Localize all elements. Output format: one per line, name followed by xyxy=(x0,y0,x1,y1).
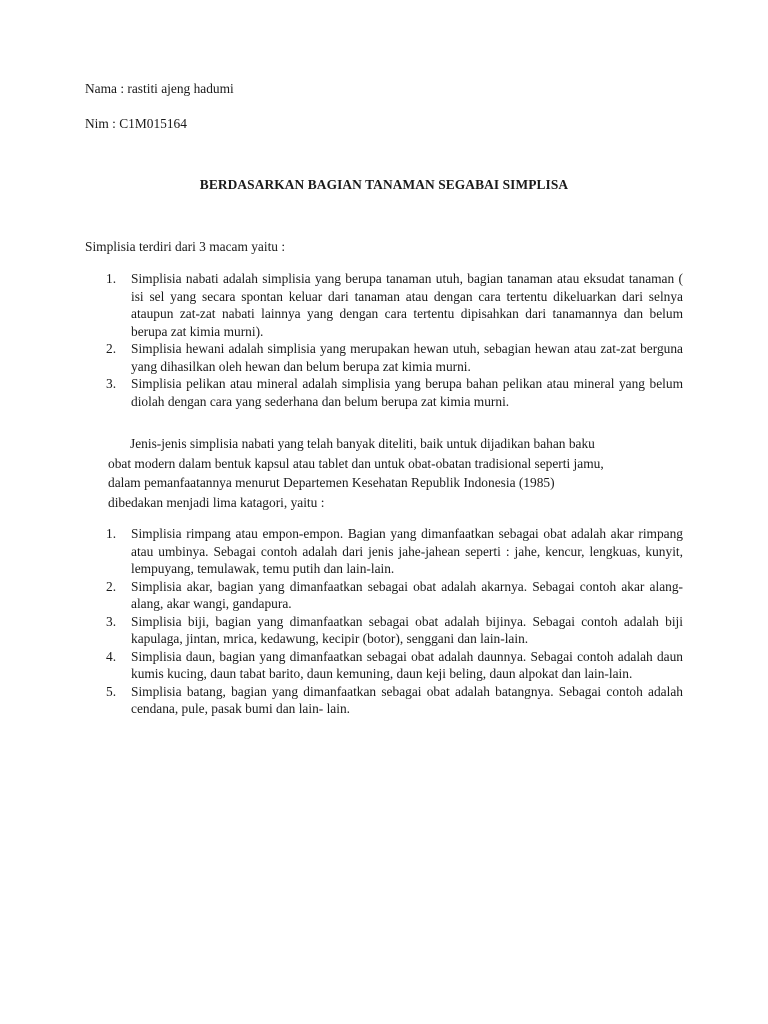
intro-text: Simplisia terdiri dari 3 macam yaitu : xyxy=(85,239,286,254)
list-item-number: 3. xyxy=(106,376,117,391)
list-item xyxy=(106,578,683,613)
list-item xyxy=(106,375,683,410)
list-item-text: Simplisia batang, bagian yang dimanfaatkan sebagai obat adalah batangnya. Sebagai contoh adalah cendana, pule, pasak bumi dan lain- lain. xyxy=(131,683,683,716)
student-nim: Nim : C1M015164 xyxy=(85,116,187,131)
list-item xyxy=(106,648,683,683)
list-item xyxy=(106,340,683,375)
list-item-text: Simplisia nabati adalah simplisia yang berupa tanaman utuh, bagian tanaman atau eksudat tanaman ( isi sel yang secara spontan keluar dari tanaman atau dengan cara tertentu dikeluarkan dari selnya ataupun zat-zat nabati lainnya yang dengan cara tertentu dipisahkan dari tanamannya dan belum berupa zat kimia murni). xyxy=(131,271,683,339)
list-item-text: Simplisia biji, bagian yang dimanfaatkan sebagai obat adalah bijinya. Sebagai contoh adalah biji kapulaga, jintan, mrica, kedawung, kecipir (botor), senggani dan lain-lain. xyxy=(131,613,683,646)
paragraph-line: obat modern dalam bentuk kapsul atau tablet dan untuk obat-obatan tradisional seperti jamu, xyxy=(108,455,604,471)
paragraph-line: Jenis-jenis simplisia nabati yang telah banyak diteliti, baik untuk dijadikan bahan baku xyxy=(130,436,595,451)
list-item-number: 1. xyxy=(106,526,117,541)
list-item-text: Simplisia pelikan atau mineral adalah simplisia yang berupa bahan pelikan atau mineral yang belum diolah dengan cara yang sederhana dan belum berupa zat kimia murni. xyxy=(131,376,683,409)
list-item-text: Simplisia akar, bagian yang dimanfaatkan sebagai obat adalah akarnya. Sebagai contoh akar alang- alang, akar wangi, gandapura. xyxy=(131,578,683,611)
paragraph-line: dalam pemanfaatannya menurut Departemen Kesehatan Republik Indonesia (1985) xyxy=(108,475,555,490)
student-name: Nama : rastiti ajeng hadumi xyxy=(85,81,234,96)
list-item-number: 2. xyxy=(106,341,117,356)
list-item xyxy=(106,613,683,648)
list-item xyxy=(106,270,683,340)
simplisia-types-list xyxy=(106,270,683,410)
list-item xyxy=(106,683,683,718)
list-item-text: Simplisia rimpang atau empon-empon. Bagian yang dimanfaatkan sebagai obat adalah akar rimpang atau umbinya. Sebagai contoh adalah dari jenis jahe-jahean seperti : jahe, kencur, lengkuas, kunyit, lempuyang, temulawak, temu putih dan lain-lain. xyxy=(131,526,683,576)
body-paragraph xyxy=(108,434,688,512)
list-item-text: Simplisia hewani adalah simplisia yang merupakan hewan utuh, sebagian hewan atau zat-zat berguna yang dihasilkan oleh hewan dan belum berupa zat kimia murni. xyxy=(131,341,683,374)
list-item-number: 2. xyxy=(106,578,117,594)
paragraph-line: dibedakan menjadi lima katagori, yaitu : xyxy=(108,494,325,510)
list-item-number: 4. xyxy=(106,648,117,664)
list-item xyxy=(106,525,683,578)
document-title: BERDASARKAN BAGIAN TANAMAN SEGABAI SIMPLISA xyxy=(199,177,569,192)
list-item-number: 1. xyxy=(106,271,117,286)
list-item-number: 5. xyxy=(106,683,117,699)
list-item-text: Simplisia daun, bagian yang dimanfaatkan sebagai obat adalah daunnya. Sebagai contoh adalah daun kumis kucing, daun tabat barito, daun kemuning, daun keji beling, daun alpokat dan lain-lain. xyxy=(131,648,683,681)
simplisia-nabati-categories-list xyxy=(106,525,683,718)
list-item-number: 3. xyxy=(106,613,117,629)
